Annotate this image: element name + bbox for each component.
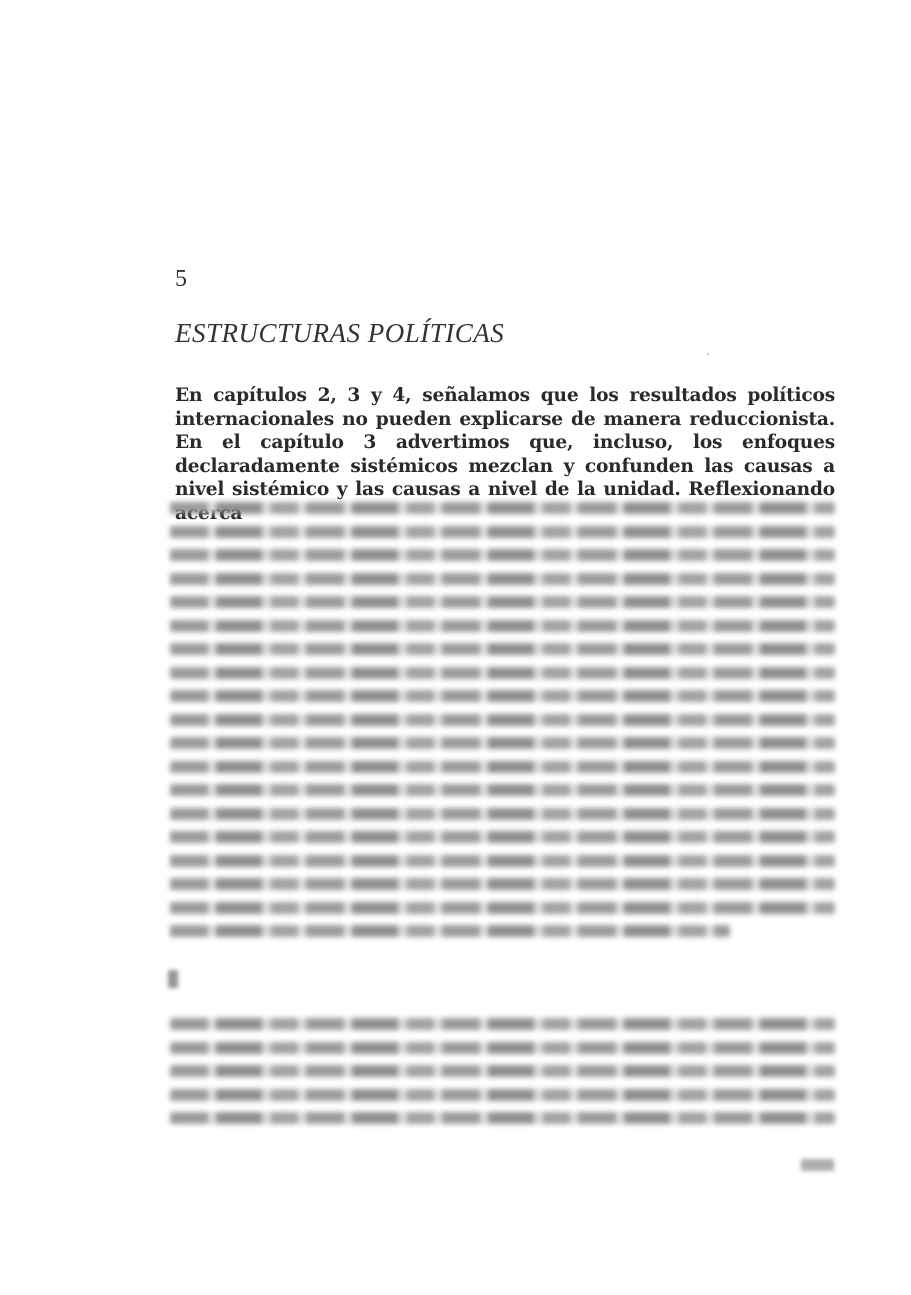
blurred-line — [170, 784, 835, 796]
section-marker — [168, 970, 178, 988]
blurred-line — [170, 620, 835, 632]
blurred-line — [170, 1089, 835, 1101]
blurred-paragraph-1 — [170, 502, 835, 949]
blurred-line — [170, 549, 835, 561]
page-number — [801, 1159, 834, 1171]
blurred-line — [170, 714, 835, 726]
blurred-line — [170, 808, 835, 820]
chapter-number: 5 — [175, 266, 187, 292]
blurred-line — [170, 831, 835, 843]
blurred-line — [170, 526, 835, 538]
chapter-title: ESTRUCTURAS POLÍTICAS — [175, 318, 505, 348]
blurred-line — [170, 878, 835, 890]
blurred-line — [170, 1042, 835, 1054]
blurred-line — [170, 761, 835, 773]
blurred-line — [170, 1065, 835, 1077]
opening-paragraph-clip — [175, 384, 835, 500]
blurred-line — [170, 737, 835, 749]
blurred-line — [170, 643, 835, 655]
blurred-line — [170, 667, 835, 679]
blurred-line — [170, 902, 835, 914]
blurred-line — [170, 855, 835, 867]
blurred-paragraph-2 — [170, 1018, 835, 1136]
blurred-line — [170, 502, 835, 514]
print-speck — [707, 353, 709, 355]
opening-paragraph: En capítulos 2, 3 y 4, señalamos que los resultados políticos internacionales no pueden explicarse de manera reduccionista. En el capítulo 3 advertimos que, incluso, los enfoques declaradamente sistémicos mezclan y confunden las causas a nivel sistémico y las causas a nivel de la unidad. Reflexionando — [175, 385, 835, 500]
blurred-line — [170, 573, 835, 585]
blurred-line — [170, 925, 730, 937]
blurred-line — [170, 690, 835, 702]
blurred-line — [170, 1112, 835, 1124]
blurred-line — [170, 596, 835, 608]
blurred-line — [170, 1018, 835, 1030]
